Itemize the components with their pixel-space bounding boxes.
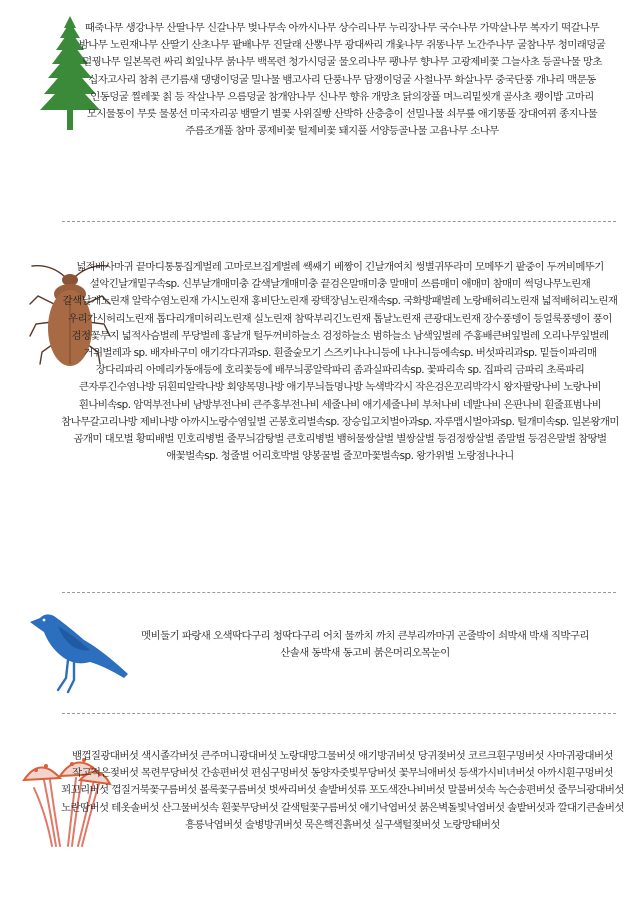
- section-fungi: [0, 720, 640, 913]
- fungi-species-list: 뱀껍질광대버섯 색시졸각버섯 큰주머니광대버섯 노랑대망그물버섯 애기방귀버섯 당귀젖버섯 코르크흰구멍버섯 사마귀광대버섯 작고적은젖버섯 목련무당버섯 간송편버섯 편심구멍버섯 동양자줏빛무당버섯 꽃무늬애버섯 등색가시비녀버섯 아까시흰구멍버섯 꾀꼬리버섯 껍질거북꽃구름버섯 볼록꽃구름버섯 벗싸리버섯 솔밭버섯류 포도색잔나비버섯 말불버섯속 녹슨송편버섯 줄무늬광대버섯 노란땀버섯 테옷솔버섯 산그물버섯속 흰꽃무당버섯 갈색털꽃구름버섯 애기낙엽버섯 붉은벽돌빛낙엽버섯 솔밭버섯과 깔대기큰솔버섯 흥릉낙엽버섯 술병방귀버섯 묵은핵진흙버섯 실구색털젖버섯 노랑망태버섯: [61, 750, 624, 831]
- section-birds: [0, 600, 640, 710]
- section-divider: [62, 221, 616, 222]
- section-divider: [62, 713, 616, 714]
- tree-species-list: 때죽나무 생강나무 산딸나무 신갈나무 벚나무속 아까시나무 상수리나무 누리장나무 국수나무 가막살나무 복자기 떡갈나무 밤나무 노린재나무 산딸기 산초나무 팥배나무 진달래 산뽕나무 광대싸리 개옻나무 쥐똥나무 노간주나무 굴참나무 청미래덩굴 덜꿩나무 일본목련 싸리 회잎나무 붉나무 백목련 청가시덩굴 물오리나무 팽나무 향나무 고광제비꽃 그늘사초 등골나물 망초 십자고사리 참취 큰기름새 댕댕이덩굴 밀나물 뱀고사리 단풍나무 담쟁이덩굴 사철나무 화살나무 중국단풍 개나리 맥문동 인동덩굴 찔레꽃 칡 등 작살나무 으름덩굴 참개암나무 신나무 향유 개망초 닭의장풀 며느리밑씻개 골사초 쾡이밥 고마리 모시물통이 무릇 물봉선 미국자리공 뱀딸기 별꽃 사위질빵 산박하 산층층이 선밀나물 쇠무릎 애기똥풀 장대여뀌 종지나물 주름조개풀 참마 콩제비꽃 털제비꽃 돼지풀 서양등골나물 고욤나무 소나무: [78, 22, 606, 138]
- section-insects: [0, 230, 640, 590]
- bird-icon: [28, 606, 134, 696]
- section-divider: [62, 592, 616, 593]
- section-trees: [0, 0, 640, 210]
- bird-species-list: 멧비둘기 파랑새 오색딱다구리 청딱다구리 어치 물까치 까치 큰부리까마귀 곤줄박이 쇠박새 박새 직박구리 산솔새 동박새 동고비 붉은머리오목눈이: [141, 630, 589, 660]
- insect-species-list: 넓적배사마귀 끝마디통통집게벌레 고마로브집게벌레 쌕쌔기 베짱이 긴날개여치 썽별귀뚜라미 모메뚜기 팥중이 두꺼비메뚜기 설악긴날개밑구속sp. 신부날개매미충 갈색날개매미충 끝검은말매미충 말매미 쓰름매미 애매미 참매미 썩덩나무노린재 갈색날개노린재 알락수염노린재 가시노린재 홍비단노린재 광택장님노린재속sp. 국화방패벌레 노랑배허리노린재 넓적배허리노린재 우리가시허리노린재 톱다리개미허리노린재 실노린재 참딱부리긴노린재 톱날노린재 큰광대노린재 장수풍뎅이 등얼룩풍뎅이 풍이 검정꽃무지 넓적사슴벌레 무당벌레 홍날개 털두꺼비하늘소 검정하늘소 범하늘소 남색잎벌레 주홍배큰벼잎벌레 오리나무잎벌레 거위벌레과 sp. 배자바구미 애기각다귀과sp. 흰줄숲모기 스즈키나나니등에 나나니등에속sp. 버섯파리과sp. 밑들이파리매 장다리파리 아메리카동애등에 호리꽃등에 배무늬콩알락파리 좀과실파리속sp. 꽃파리속 sp. 집파리 금파리 초록파리 큰자루긴수염나방 뒤흰띠알락나방 회양목명나방 애기무늬들명나방 녹색박각시 작은검은꼬리박각시 왕자팔랑나비 노랑나비 흰나비속sp. 암먹부전나비 남방부전나비 큰주홍부전나비 세줄나비 애기세줄나비 부처나비 네발나비 은판나비 흰줄표범나비 참나무갈고리나방 제비나방 아까시노랑수염잎벌 곤봉호리벌속sp. 장승입고치벌아과sp. 자루맵시벌아과sp. 털개미속sp. 일본왕개미 곰개미 대모벌 황띠배벌 민호리병벌 줄무늬감탕벌 큰호리병벌 뱀허물쌍살벌 별쌍살벌 등검정쌍살벌 좀말벌 등검은말벌 참땅벌 애꽃벌속sp. 청줄벌 어리호박벌 양봉꿀벌 줄꼬마꽃벌속sp. 왕가위벌 노랑점나나니: [61, 261, 619, 463]
